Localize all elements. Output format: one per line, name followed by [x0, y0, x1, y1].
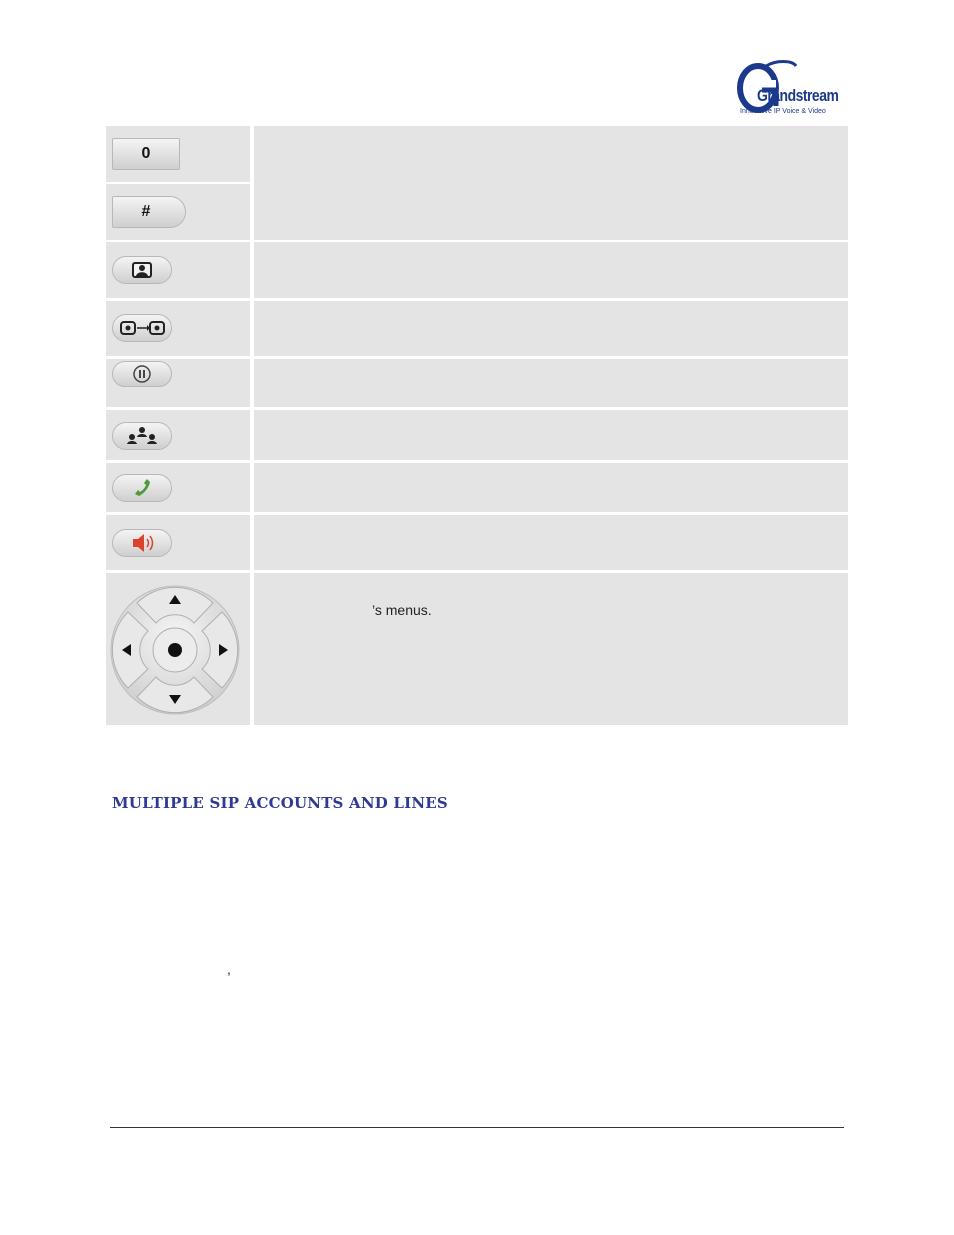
description-cell: [254, 126, 848, 240]
table-row: [106, 301, 848, 356]
logo-tagline: Innovative IP Voice & Video: [740, 108, 826, 115]
description-cell: [254, 515, 848, 570]
icon-cell: [106, 515, 250, 570]
table-row: [106, 463, 848, 512]
table-row: [106, 359, 848, 407]
hold-icon: [112, 361, 172, 387]
table-row: [106, 573, 848, 725]
icon-cell: [106, 126, 250, 182]
handset-icon: [112, 474, 172, 502]
description-cell: [254, 359, 848, 407]
table-row: [106, 242, 848, 298]
icon-cell: [106, 410, 250, 460]
conference-icon: [112, 422, 172, 450]
description-cell: [254, 410, 848, 460]
table-row: [106, 515, 848, 570]
icon-cell: [106, 359, 250, 407]
key-label: #: [141, 203, 151, 220]
icon-cell: [106, 301, 250, 356]
hash-key-icon: [112, 196, 186, 228]
section-heading: MULTIPLE SIP ACCOUNTS AND LINES: [112, 794, 448, 812]
logo-brand: Grandstream: [757, 86, 839, 105]
icon-cell: [106, 184, 250, 240]
icon-cell: [106, 242, 250, 298]
footer-divider: [110, 1127, 844, 1128]
table-row: [106, 410, 848, 460]
icon-cell: [106, 463, 250, 512]
table-row: [106, 126, 848, 240]
zero-key-icon: [112, 138, 180, 170]
icon-cell: [106, 573, 250, 725]
nav-description: ’s menus.: [372, 602, 432, 618]
speaker-icon: [112, 529, 172, 557]
contacts-icon: [112, 256, 172, 284]
description-cell: [254, 463, 848, 512]
description-cell: [254, 242, 848, 298]
description-cell: [254, 301, 848, 356]
description-cell: [254, 573, 848, 725]
nav-pad-icon: [106, 573, 250, 725]
key-label: 0: [141, 145, 151, 162]
body-text-fragment: ,: [227, 961, 231, 977]
transfer-icon: [112, 314, 172, 342]
